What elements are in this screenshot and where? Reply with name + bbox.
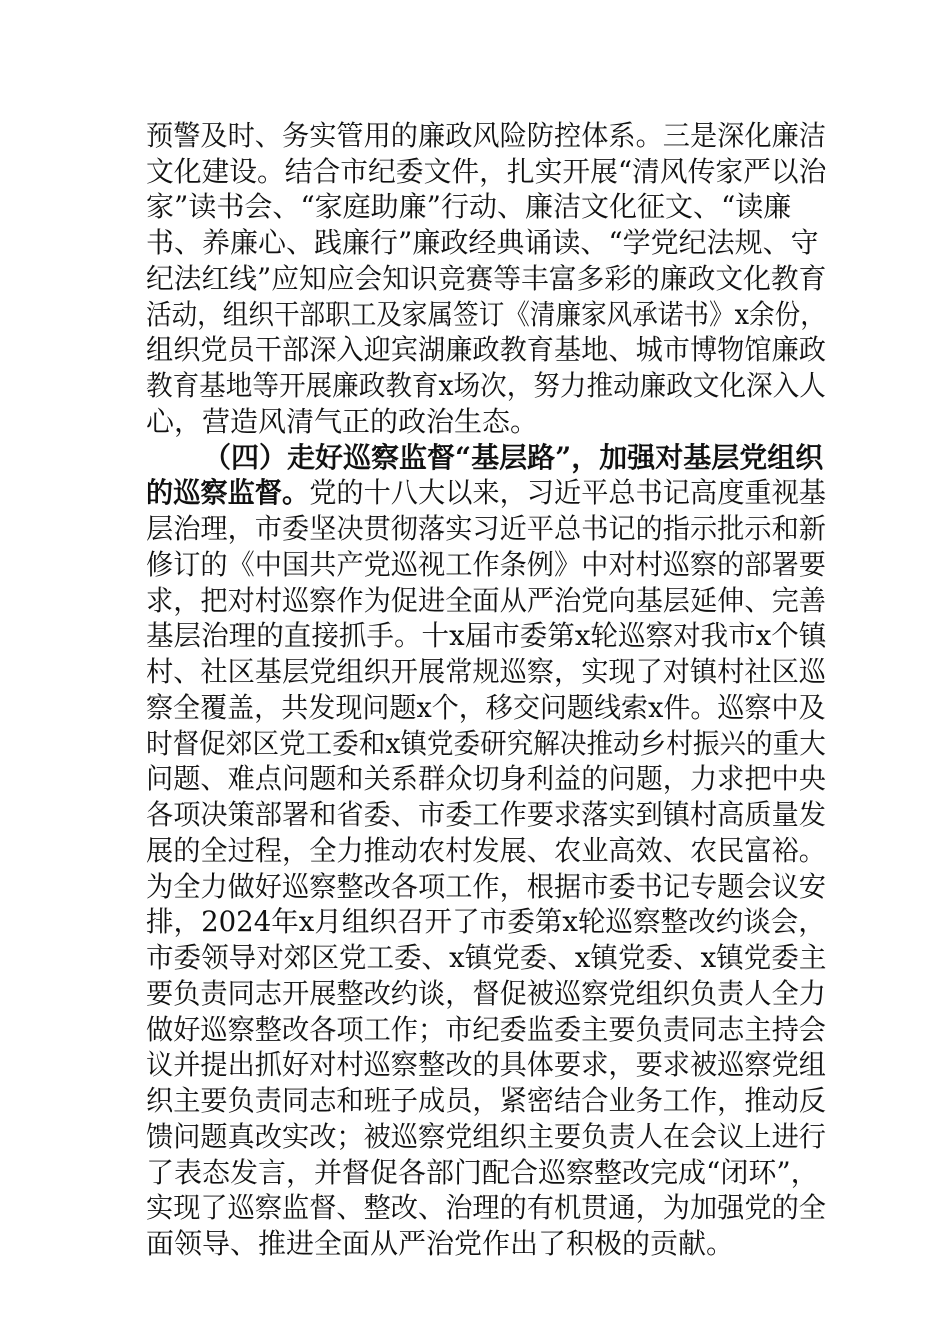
body-text-line: 议并提出抓好对村巡察整改的具体要求，要求被巡察党组 [146,1048,826,1081]
body-text-line: 织主要负责同志和班子成员，紧密结合业务工作，推动反 [146,1084,826,1117]
body-text-line: 各项决策部署和省委、市委工作要求落实到镇村高质量发 [146,798,826,831]
body-text-line: 村、社区基层党组织开展常规巡察，实现了对镇村社区巡 [146,655,826,688]
body-text-line: 排，2024年x月组织召开了市委第x轮巡察整改约谈会， [146,905,826,938]
body-text-line: 求，把对村巡察作为促进全面从严治党向基层延伸、完善 [146,584,826,617]
body-text-line: 活动，组织干部职工及家属签订《清廉家风承诺书》x余份， [146,298,826,331]
body-text-line: 家”读书会、“家庭助廉”行动、廉洁文化征文、“读廉 [146,190,792,223]
body-text-line: 教育基地等开展廉政教育x场次，努力推动廉政文化深入人 [146,369,826,402]
body-text-line: 组织党员干部深入迎宾湖廉政教育基地、城市博物馆廉政 [146,333,826,366]
section-heading-line: （四）走好巡察监督“基层路”，加强对基层党组织 [203,441,824,474]
body-text-line: 市委领导对郊区党工委、x镇党委、x镇党委、x镇党委主 [146,941,827,974]
body-text-line: 问题、难点问题和关系群众切身利益的问题，力求把中央 [146,762,826,795]
body-text-line: 馈问题真改实改；被巡察党组织主要负责人在会议上进行 [146,1120,826,1153]
body-text-line: 纪法红线”应知应会知识竞赛等丰富多彩的廉政文化教育 [146,262,827,295]
body-text-line: 面领导、推进全面从严治党作出了积极的贡献。 [146,1227,735,1260]
body-text-run: 党的十八大以来，习近平总书记高度重视基 [309,476,827,509]
body-text-line: 心，营造风清气正的政治生态。 [146,405,539,438]
body-text-line: 基层治理的直接抓手。十x届市委第x轮巡察对我市x个镇 [146,619,827,652]
body-text-line: 了表态发言，并督促各部门配合巡察整改完成“闭环”， [146,1156,819,1189]
body-text-line: 为全力做好巡察整改各项工作，根据市委书记专题会议安 [146,870,826,903]
body-text-line: 预警及时、务实管用的廉政风险防控体系。三是深化廉洁 [146,119,826,152]
section-heading-tail: 的巡察监督。 [146,476,310,509]
body-text-line: 实现了巡察监督、整改、治理的有机贯通，为加强党的全 [146,1191,826,1224]
body-text-line: 做好巡察整改各项工作；市纪委监委主要负责同志主持会 [146,1013,826,1046]
body-text-line: 要负责同志开展整改约谈，督促被巡察党组织负责人全力 [146,977,826,1010]
body-text-line: 书、养廉心、践廉行”廉政经典诵读、“学党纪法规、守 [146,226,819,259]
body-text-line: 察全覆盖，共发现问题x个，移交问题线索x件。巡察中及 [146,691,826,724]
section-heading-continuation [146,475,827,511]
body-text-line: 展的全过程，全力推动农村发展、农业高效、农民富裕。 [146,834,826,867]
body-text-line: 层治理，市委坚决贯彻落实习近平总书记的指示批示和新 [146,512,826,545]
body-text-line: 文化建设。结合市纪委文件，扎实开展“清风传家严以治 [146,155,827,188]
body-text-line: 时督促郊区党工委和x镇党委研究解决推动乡村振兴的重大 [146,727,826,760]
body-text-line: 修订的《中国共产党巡视工作条例》中对村巡察的部署要 [146,548,826,581]
